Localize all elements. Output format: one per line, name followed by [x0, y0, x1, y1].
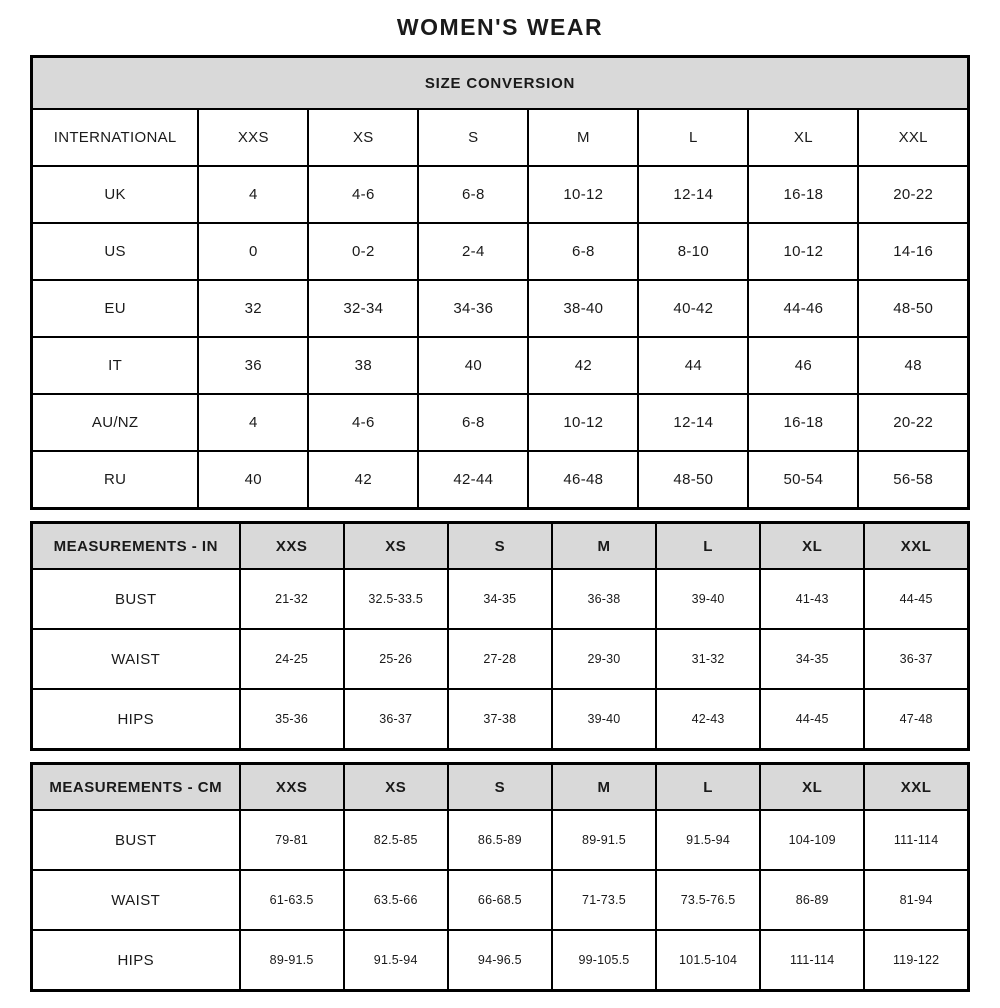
- value-cell: 12-14: [638, 394, 748, 451]
- table-row: [32, 689, 969, 750]
- size-column-header: XXL: [864, 523, 968, 570]
- value-cell: 36-37: [864, 629, 968, 689]
- value-cell: 27-28: [448, 629, 552, 689]
- value-cell: 24-25: [240, 629, 344, 689]
- row-label: BUST: [32, 810, 240, 870]
- size-column-header: XXL: [864, 764, 968, 811]
- value-cell: 44-45: [864, 569, 968, 629]
- value-cell: L: [638, 109, 748, 166]
- value-cell: 48: [858, 337, 968, 394]
- value-cell: 40: [418, 337, 528, 394]
- table-row: [32, 280, 969, 337]
- table-row: [32, 569, 969, 629]
- table-row: [32, 451, 969, 509]
- value-cell: 0-2: [308, 223, 418, 280]
- value-cell: 38-40: [528, 280, 638, 337]
- size-conversion-header: SIZE CONVERSION: [32, 57, 969, 110]
- table-header-row: [32, 764, 969, 811]
- value-cell: 89-91.5: [552, 810, 656, 870]
- value-cell: 48-50: [858, 280, 968, 337]
- value-cell: 63.5-66: [344, 870, 448, 930]
- value-cell: 91.5-94: [656, 810, 760, 870]
- table-row: [32, 394, 969, 451]
- value-cell: XXS: [198, 109, 308, 166]
- table-row: [32, 166, 969, 223]
- value-cell: 32: [198, 280, 308, 337]
- value-cell: 73.5-76.5: [656, 870, 760, 930]
- measurements-in-table: [30, 521, 970, 751]
- value-cell: 44-45: [760, 689, 864, 750]
- value-cell: 36: [198, 337, 308, 394]
- value-cell: 86.5-89: [448, 810, 552, 870]
- value-cell: 6-8: [528, 223, 638, 280]
- value-cell: 47-48: [864, 689, 968, 750]
- value-cell: 20-22: [858, 166, 968, 223]
- value-cell: XL: [748, 109, 858, 166]
- value-cell: S: [418, 109, 528, 166]
- value-cell: 34-35: [760, 629, 864, 689]
- row-label: HIPS: [32, 689, 240, 750]
- row-label: INTERNATIONAL: [32, 109, 199, 166]
- value-cell: 104-109: [760, 810, 864, 870]
- size-column-header: L: [656, 523, 760, 570]
- value-cell: 14-16: [858, 223, 968, 280]
- value-cell: 12-14: [638, 166, 748, 223]
- table-row: [32, 810, 969, 870]
- value-cell: 111-114: [864, 810, 968, 870]
- value-cell: 10-12: [748, 223, 858, 280]
- value-cell: 71-73.5: [552, 870, 656, 930]
- measurements-in-header: MEASUREMENTS - IN: [32, 523, 240, 570]
- value-cell: 34-35: [448, 569, 552, 629]
- value-cell: 56-58: [858, 451, 968, 509]
- value-cell: 8-10: [638, 223, 748, 280]
- table-header-row: [32, 57, 969, 110]
- row-label: AU/NZ: [32, 394, 199, 451]
- size-column-header: XXS: [240, 764, 344, 811]
- value-cell: 119-122: [864, 930, 968, 991]
- value-cell: 4: [198, 166, 308, 223]
- value-cell: 10-12: [528, 394, 638, 451]
- value-cell: 86-89: [760, 870, 864, 930]
- value-cell: 66-68.5: [448, 870, 552, 930]
- value-cell: XXL: [858, 109, 968, 166]
- value-cell: 4: [198, 394, 308, 451]
- value-cell: 6-8: [418, 394, 528, 451]
- row-label: HIPS: [32, 930, 240, 991]
- row-label: WAIST: [32, 629, 240, 689]
- value-cell: M: [528, 109, 638, 166]
- row-label: US: [32, 223, 199, 280]
- table-gap: [30, 751, 970, 762]
- value-cell: 31-32: [656, 629, 760, 689]
- value-cell: 44: [638, 337, 748, 394]
- value-cell: 32-34: [308, 280, 418, 337]
- value-cell: 82.5-85: [344, 810, 448, 870]
- value-cell: 42: [528, 337, 638, 394]
- value-cell: 2-4: [418, 223, 528, 280]
- value-cell: 101.5-104: [656, 930, 760, 991]
- table-row: [32, 870, 969, 930]
- value-cell: 46: [748, 337, 858, 394]
- table-row: [32, 109, 969, 166]
- value-cell: 40-42: [638, 280, 748, 337]
- page-title: WOMEN'S WEAR: [396, 14, 604, 40]
- value-cell: 81-94: [864, 870, 968, 930]
- value-cell: 4-6: [308, 394, 418, 451]
- row-label: IT: [32, 337, 199, 394]
- row-label: RU: [32, 451, 199, 509]
- row-label: UK: [32, 166, 199, 223]
- value-cell: 99-105.5: [552, 930, 656, 991]
- value-cell: 34-36: [418, 280, 528, 337]
- value-cell: 46-48: [528, 451, 638, 509]
- size-column-header: XL: [760, 523, 864, 570]
- value-cell: 111-114: [760, 930, 864, 991]
- value-cell: 39-40: [552, 689, 656, 750]
- value-cell: 37-38: [448, 689, 552, 750]
- value-cell: 25-26: [344, 629, 448, 689]
- size-column-header: S: [448, 764, 552, 811]
- table-gap: [30, 510, 970, 521]
- value-cell: 40: [198, 451, 308, 509]
- value-cell: 4-6: [308, 166, 418, 223]
- size-column-header: XL: [760, 764, 864, 811]
- size-column-header: XS: [344, 523, 448, 570]
- value-cell: 41-43: [760, 569, 864, 629]
- table-row: [32, 629, 969, 689]
- table-row: [32, 930, 969, 991]
- row-label: EU: [32, 280, 199, 337]
- value-cell: 38: [308, 337, 418, 394]
- value-cell: 61-63.5: [240, 870, 344, 930]
- row-label: WAIST: [32, 870, 240, 930]
- value-cell: 29-30: [552, 629, 656, 689]
- measurements-cm-header: MEASUREMENTS - CM: [32, 764, 240, 811]
- value-cell: 16-18: [748, 394, 858, 451]
- size-column-header: M: [552, 523, 656, 570]
- value-cell: 42-44: [418, 451, 528, 509]
- value-cell: 36-37: [344, 689, 448, 750]
- value-cell: 48-50: [638, 451, 748, 509]
- value-cell: 21-32: [240, 569, 344, 629]
- row-label: BUST: [32, 569, 240, 629]
- value-cell: 42: [308, 451, 418, 509]
- table-row: [32, 223, 969, 280]
- size-column-header: S: [448, 523, 552, 570]
- value-cell: 42-43: [656, 689, 760, 750]
- table-row: [32, 337, 969, 394]
- value-cell: 0: [198, 223, 308, 280]
- measurements-cm-table: [30, 762, 970, 992]
- value-cell: XS: [308, 109, 418, 166]
- value-cell: 20-22: [858, 394, 968, 451]
- value-cell: 39-40: [656, 569, 760, 629]
- value-cell: 6-8: [418, 166, 528, 223]
- size-column-header: XXS: [240, 523, 344, 570]
- value-cell: 36-38: [552, 569, 656, 629]
- value-cell: 16-18: [748, 166, 858, 223]
- value-cell: 94-96.5: [448, 930, 552, 991]
- value-cell: 50-54: [748, 451, 858, 509]
- size-column-header: L: [656, 764, 760, 811]
- value-cell: 35-36: [240, 689, 344, 750]
- value-cell: 79-81: [240, 810, 344, 870]
- value-cell: 89-91.5: [240, 930, 344, 991]
- value-cell: 91.5-94: [344, 930, 448, 991]
- size-column-header: M: [552, 764, 656, 811]
- table-header-row: [32, 523, 969, 570]
- size-column-header: XS: [344, 764, 448, 811]
- value-cell: 10-12: [528, 166, 638, 223]
- value-cell: 44-46: [748, 280, 858, 337]
- size-conversion-table: [30, 55, 970, 510]
- value-cell: 32.5-33.5: [344, 569, 448, 629]
